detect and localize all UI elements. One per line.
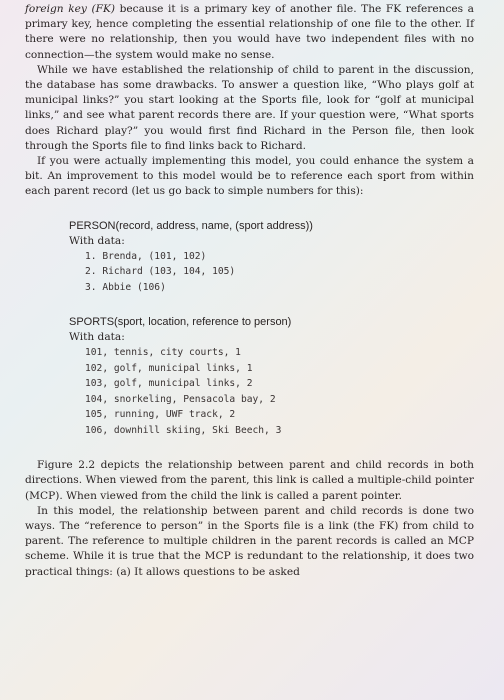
paragraph-1-rest: because it is a primary key of another file. The FK references a primary key, hence completing the essential relationship of one file to the other. If there were no relationship, then you would have two independent files with no connection—the system would make no sense.: [25, 3, 474, 61]
paragraph-3: If you were actually implementing this model, you could enhance the system a bit. An improvement to this model would be to reference each sport from within each parent record (let us go back to simple numbers for this):: [25, 155, 474, 198]
paragraph-1-lead: foreign key (FK): [25, 3, 116, 15]
sports-with-data-label: With data:: [69, 331, 125, 344]
paragraph-2: While we have established the relationship of child to parent in the discussion, the database has some drawbacks. To answer a question like, “Who plays golf at municipal links?” you start looking at the Sports file, look for “golf at municipal links,” and see what parent records there are. If your question were, “What sports does Richard play?” you would first find Richard in the Person file, then look through the Sports file to find links back to Richard.: [25, 63, 474, 152]
spacer: [25, 438, 474, 458]
sports-row: 104, snorkeling, Pensacola bay, 2: [85, 393, 276, 405]
person-schema: PERSON(record, address, name, (sport address)): [69, 219, 313, 232]
person-row: 2. Richard (103, 104, 105): [85, 266, 236, 278]
person-row: 1. Brenda, (101, 102): [85, 250, 207, 262]
sports-row: 101, tennis, city courts, 1: [85, 347, 241, 359]
spacer: [25, 200, 474, 219]
paragraph-1: [25, 2, 474, 63]
sports-schema: SPORTS(sport, location, reference to person): [69, 316, 292, 329]
paragraph-4: Figure 2.2 depicts the relationship between parent and child records in both directions. When viewed from the parent, this link is called a multiple-child pointer (MCP). When viewed from the child the link is called a parent pointer.: [25, 459, 474, 502]
sports-row: 106, downhill skiing, Ski Beech, 3: [85, 424, 282, 436]
paragraph-5: In this model, the relationship between parent and child records is done two ways. The “reference to person” in the Sports file is a link (the FK) from child to parent. The reference to multiple children in the parent records is called an MCP scheme. While it is true that the MCP is redundant to the relationship, it does two practical things: (a) It allows questions to be asked: [25, 504, 474, 578]
sports-row: 105, running, UWF track, 2: [85, 409, 236, 421]
spacer: [25, 295, 474, 315]
person-row: 3. Abbie (106): [85, 281, 166, 293]
person-with-data-label: With data:: [69, 234, 125, 247]
sports-row: 103, golf, municipal links, 2: [85, 378, 253, 390]
sports-row: 102, golf, municipal links, 1: [85, 362, 253, 374]
